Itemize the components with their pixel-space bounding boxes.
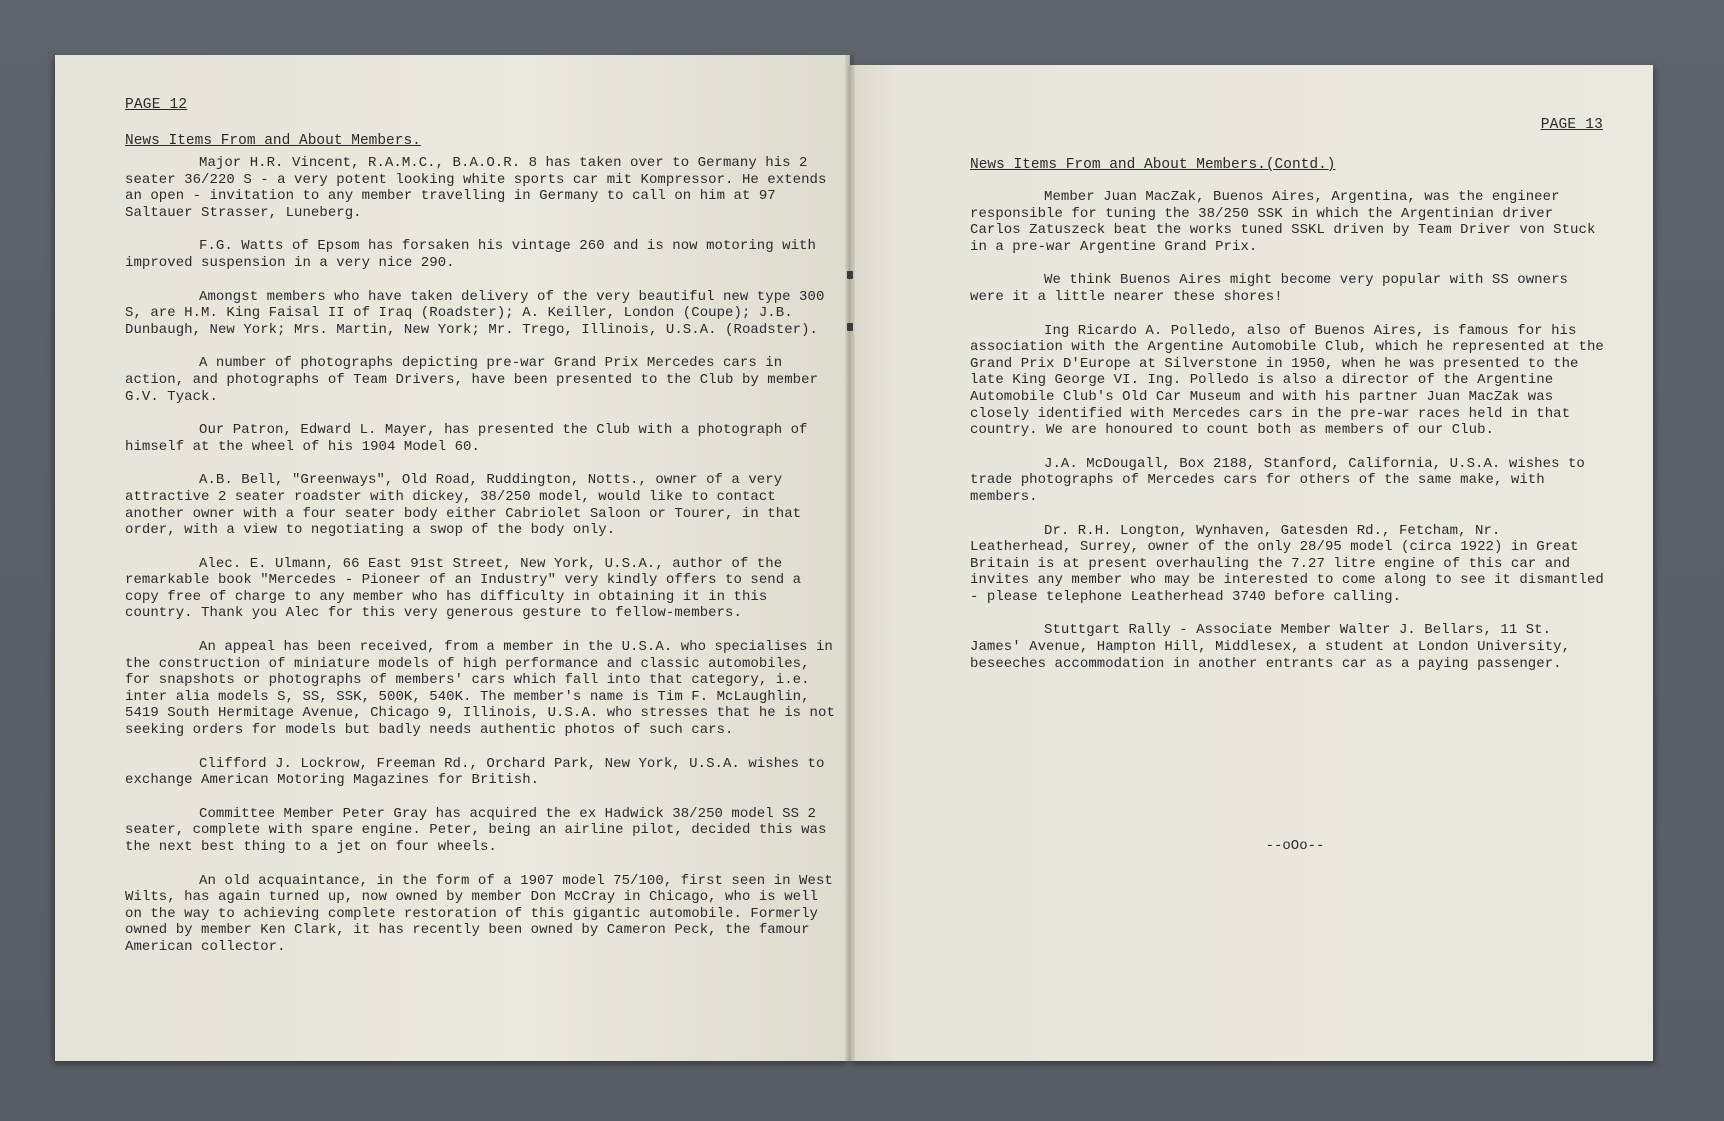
news-paragraph: We think Buenos Aires might become very popular with SS owners were it a little nearer these shores! — [970, 272, 1568, 305]
news-paragraph: Ing Ricardo A. Polledo, also of Buenos Aires, is famous for his association with the Argentine Automobile Club, which he represented at the Grand Prix D'Europe at Silverstone in 1950, when he was presented to the late King George VI. Ing. Polledo is also a director of the Argentine Automobile Club's Old Car Museum and with his partner Juan MacZak was closely identified with Mercedes cars in the pre-war races held in that country. We are honoured to count both as members of our Club. — [970, 322, 1604, 439]
news-paragraph: Committee Member Peter Gray has acquired the ex Hadwick 38/250 model SS 2 seater, complete with spare engine. Peter, being an airline pilot, decided this was the next best thing to a jet on four wheels. — [125, 805, 827, 855]
section-heading-right — [970, 157, 1603, 173]
news-paragraph: Dr. R.H. Longton, Wynhaven, Gatesden Rd., Fetcham, Nr. Leatherhead, Surrey, owner of the only 28/95 model (circa 1922) in Great Britain is at present overhauling the 7.27 litre engine of this car and invites any member who may be interested to come along to see it dismantled - please telephone Leatherhead 3740 before calling. — [970, 522, 1604, 605]
news-paragraph: A number of photographs depicting pre-war Grand Prix Mercedes cars in action, and photographs of Team Drivers, have been presented to the Club by member G.V. Tyack. — [125, 355, 819, 405]
right-page — [850, 65, 1653, 1061]
open-booklet — [55, 55, 1653, 1061]
right-page-body — [970, 189, 1610, 854]
news-paragraph: A.B. Bell, "Greenways", Old Road, Ruddington, Notts., owner of a very attractive 2 seater roadster with dickey, 38/250 model, would like to contact another owner with a four seater body either Cabriolet Saloon or Tourer, in that order, with a view to negotiating a swop of the body only. — [125, 472, 802, 539]
news-paragraph: Amongst members who have taken delivery of the very beautiful new type 300 S, are H.M. King Faisal II of Iraq (Roadster); A. Keiller, London (Coupe); J.B. Dunbaugh, New York; Mrs. Martin, New York; Mr. Trego, Illinois, U.S.A. (Roadster). — [125, 288, 825, 338]
end-mark: --oOo-- — [1265, 838, 1325, 855]
news-paragraph: Major H.R. Vincent, R.A.M.C., B.A.O.R. 8 has taken over to Germany his 2 seater 36/220 S - a very potent looking white sports car mit Kompressor. He extends an open - invitation to any member travelling in Germany to call on him at 97 Saltauer Strasser, Luneberg. — [125, 155, 827, 221]
left-page — [55, 55, 850, 1061]
section-heading-right-title: News Items From and About Members. — [970, 157, 1266, 173]
news-paragraph: Stuttgart Rally - Associate Member Walter J. Bellars, 11 St. James' Avenue, Hampton Hill, Middlesex, a student at London University, beseeches accommodation in another entrants car as a paying passenger. — [970, 622, 1571, 672]
section-heading-left: News Items From and About Members. — [125, 133, 421, 149]
news-paragraph: Alec. E. Ulmann, 66 East 91st Street, New York, U.S.A., author of the remarkable book "Mercedes - Pioneer of an Industry" very kindly offers to send a copy free of charge to any member who has difficulty in obtaining it in this country. Thank you Alec for this very generous gesture to fellow-members. — [125, 555, 802, 622]
staple-mark — [847, 323, 853, 331]
news-paragraph: J.A. McDougall, Box 2188, Stanford, California, U.S.A. wishes to trade photographs of Mercedes cars for others of the same make, with members. — [970, 455, 1585, 505]
news-paragraph: Clifford J. Lockrow, Freeman Rd., Orchard Park, New York, U.S.A. wishes to exchange American Motoring Magazines for British. — [125, 755, 825, 789]
news-paragraph: An appeal has been received, from a member in the U.S.A. who specialises in the construction of miniature models of high performance and classic automobiles, for snapshots or photographs of members' cars which fall into that category, i.e. inter alia models S, SS, SSK, 500K, 540K. The member's name is Tim F. McLaughlin, 5419 South Hermitage Avenue, Chicago 9, Illinois, U.S.A. who stresses that he is not seeking orders for models but badly needs authentic photos of such cars. — [125, 639, 835, 739]
booklet-spine — [845, 55, 855, 1061]
news-paragraph: F.G. Watts of Epsom has forsaken his vintage 260 and is now motoring with improved suspension in a very nice 290. — [125, 238, 816, 271]
news-paragraph: Our Patron, Edward L. Mayer, has presented the Club with a photograph of himself at the wheel of his 1904 Model 60. — [125, 422, 808, 455]
news-paragraph: An old acquaintance, in the form of a 1907 model 75/100, first seen in West Wilts, has again turned up, now owned by member Don McCray in Chicago, who is well on the way to achieving complete restoration of this gigantic automobile. Formerly owned by member Ken Clark, it has recently been owned by Cameron Peck, the famour American collector. — [125, 872, 833, 955]
news-paragraph: Member Juan MacZak, Buenos Aires, Argentina, was the engineer responsible for tuning the 38/250 SSK in which the Argentinian driver Carlos Zatuszeck beat the works tuned SSKL driven by Team Driver von Stuck in a pre-war Argentine Grand Prix. — [970, 189, 1596, 255]
page-number-left: PAGE 12 — [125, 97, 188, 113]
left-page-body — [125, 155, 840, 956]
section-heading-contd: (Contd.) — [1265, 157, 1336, 173]
staple-mark — [847, 271, 853, 279]
page-number-right: PAGE 13 — [1540, 117, 1603, 133]
